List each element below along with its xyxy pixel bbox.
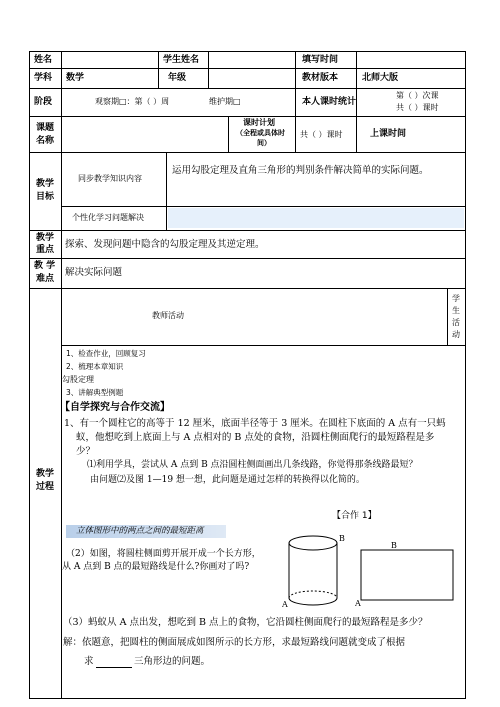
plan-label: 课时计划 bbox=[243, 118, 275, 127]
goals-label: 教学 bbox=[36, 179, 55, 189]
sync-content-value: 运用勾股定理及直角三角形的判别条件解决简单的实际问题。 bbox=[172, 165, 429, 176]
difficult-label-2: 难点 bbox=[36, 274, 55, 284]
step-2: 2、梳理本章知识 bbox=[66, 362, 124, 371]
fill-time-label: 填写时间 bbox=[302, 55, 339, 65]
student-activity-heading-4: 动 bbox=[452, 330, 460, 339]
stage-label: 阶段 bbox=[34, 97, 53, 107]
rect-label-b: B bbox=[391, 541, 397, 550]
q1-sub-1: ⑴利用学具，尝试从 A 点到 B 点沿圆柱侧面画出几条线路，你觉得那条线路最短？ bbox=[87, 460, 418, 470]
q2-line-2: 从 A 点到 B 点的最短路线是什么?你画对了吗? bbox=[62, 562, 250, 572]
difficult-value: 解决实际问题 bbox=[65, 267, 123, 278]
key-points-label-2: 重点 bbox=[36, 245, 55, 255]
q2-line-1: （2）如图，将圆柱侧面剪开展开成一个长方形， bbox=[66, 549, 261, 559]
process-label: 教学 bbox=[36, 469, 55, 479]
answer-line-2-suffix: 三角形边的问题。 bbox=[134, 656, 211, 667]
q1-sub-2: 由问题⑵及图 1—19 想一想，此问题是通过怎样的转换得以化简的。 bbox=[90, 475, 365, 485]
personal-learning-field[interactable] bbox=[168, 208, 464, 228]
stats-line2: 共（ ）课时 bbox=[396, 103, 439, 112]
name-label: 姓名 bbox=[34, 55, 53, 65]
plan-label-3: 间） bbox=[257, 139, 271, 147]
step-3: 3、讲解典型例题 bbox=[66, 388, 124, 397]
student-activity-heading-1: 学 bbox=[452, 294, 460, 303]
shortest-distance-banner: 立体图形中的两点之间的最短距离 bbox=[66, 525, 226, 538]
topic-label-2: 名称 bbox=[36, 136, 55, 146]
answer-blank[interactable] bbox=[96, 667, 132, 668]
difficult-label: 教 学 bbox=[34, 261, 56, 271]
q1-line-2: 蚁，他想吃到上底面上与 A 点相对的 B 点处的食物，沿圆柱侧面爬行的最短路程是多 bbox=[76, 432, 435, 443]
goals-label-2: 目标 bbox=[36, 192, 55, 202]
stats-line1: 第（ ）次课 bbox=[396, 91, 439, 100]
teacher-activity-heading: 教师活动 bbox=[152, 311, 184, 320]
observe-period: 观察期□：第（ ）周 bbox=[95, 97, 170, 106]
subject-label: 学科 bbox=[34, 73, 53, 83]
cooperation-label: 【合作 1】 bbox=[332, 511, 377, 521]
grade-label: 年级 bbox=[168, 73, 187, 83]
total-hours: 共（ ）课时 bbox=[300, 130, 343, 139]
q3-line-1: （3）蚂蚁从 A 点出发，想吃到 B 点上的食物，它沿圆柱侧面爬行的最短路程是多少？ bbox=[63, 617, 428, 628]
step-2-sub: 勾股定理 bbox=[62, 375, 94, 384]
unfolded-rectangle-figure bbox=[355, 540, 459, 606]
maintain-period: 维护期□ bbox=[209, 97, 241, 106]
sync-content-label: 同步教学知识内容 bbox=[78, 174, 142, 183]
edition-value: 北师大版 bbox=[362, 73, 399, 83]
key-points-value: 探索、发现问题中隐含的勾股定理及其逆定理。 bbox=[65, 239, 265, 250]
key-points-label: 教学 bbox=[36, 233, 55, 243]
class-time-label: 上课时间 bbox=[370, 129, 407, 139]
student-activity-heading-2: 生 bbox=[452, 306, 460, 315]
personal-learning-label: 个性化学习问题解决 bbox=[72, 213, 144, 222]
q1-line-3: 少？ bbox=[76, 446, 96, 457]
cylinder-figure bbox=[282, 532, 348, 610]
rect-label-a: A bbox=[355, 599, 361, 606]
section-title: 【自学探究与合作交流】 bbox=[60, 402, 170, 413]
process-label-2: 过程 bbox=[36, 482, 55, 492]
answer-line-2-prefix: 求 bbox=[84, 656, 94, 667]
cylinder-label-a: A bbox=[282, 600, 288, 609]
subject-value: 数学 bbox=[66, 73, 85, 83]
cylinder-label-b: B bbox=[339, 534, 345, 543]
step-1: 1、检查作业，回顾复习 bbox=[66, 349, 146, 358]
student-activity-heading-3: 活 bbox=[452, 318, 460, 327]
q1-line-1: 1、有一个圆柱它的高等于 12 厘米，底面半径等于 3 厘米。在圆柱下底面的 A 点有一只蚂 bbox=[64, 418, 446, 429]
topic-label: 课题 bbox=[36, 123, 55, 133]
edition-label: 教材版本 bbox=[302, 73, 339, 83]
answer-line-1: 解：依题意，把圆柱的侧面展成如图所示的长方形，求最短路线问题就变成了根据 bbox=[63, 637, 406, 648]
student-name-label: 学生姓名 bbox=[163, 55, 200, 65]
stats-label: 本人课时统计 bbox=[302, 97, 357, 107]
plan-label-2: （全程或具体时 bbox=[236, 129, 285, 137]
